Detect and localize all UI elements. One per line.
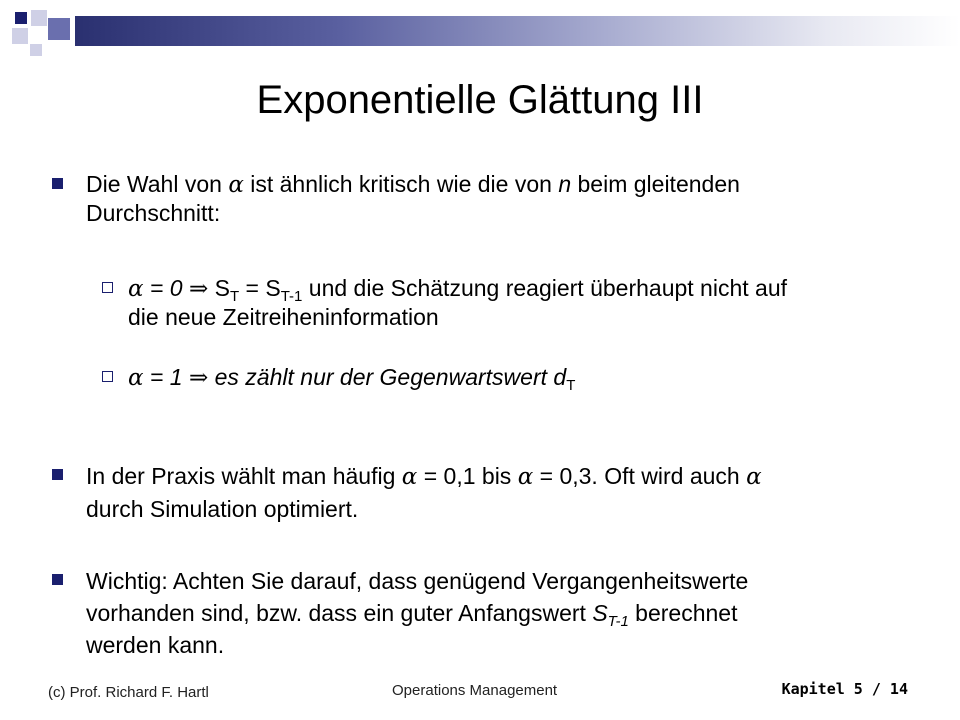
bullet-3-text: Wichtig: Achten Sie darauf, dass genügend Vergangenheitswerte vorhanden sind, bzw. dass ein guter Anfangswert $S_{T-1}$ berechnet werden kann. (86, 568, 749, 658)
bullet-square (52, 178, 63, 189)
decor-square-1 (15, 12, 27, 24)
bullet-2-text: In der Praxis wählt man häufig α = 0,1 bis α = 0,3. Oft wird auch α durch Simulation optimiert. (86, 463, 762, 522)
bullet-square (52, 574, 63, 585)
decor-square-2 (31, 10, 47, 26)
sub-bullet-box (102, 371, 113, 382)
footer-page: Kapitel 5 / 14 (781, 680, 908, 698)
decor-square-4 (48, 18, 70, 40)
sub-bullet-box (102, 282, 113, 293)
decor-square-3 (12, 28, 28, 44)
sub-bullet-1-text: α = 0 ⇒ $S_T = S_{T-1}$ und die Schätzung reagiert überhaupt nicht auf die neue Zeitreiheninformation (128, 275, 788, 330)
decor-square-5 (30, 44, 42, 56)
bullet-1-text: Die Wahl von α ist ähnlich kritisch wie die von n beim gleitenden Durchschnitt: (86, 171, 740, 226)
header-gradient-bar (75, 16, 960, 46)
footer-course: Operations Management (392, 682, 558, 699)
bullet-square (52, 469, 63, 480)
footer-author: (c) Prof. Richard F. Hartl (48, 684, 209, 701)
slide-title: Exponentielle Glättung III (256, 78, 704, 122)
sub-bullet-2-text: α = 1 ⇒ es zählt nur der Gegenwartswert $d_T$ (128, 364, 576, 394)
